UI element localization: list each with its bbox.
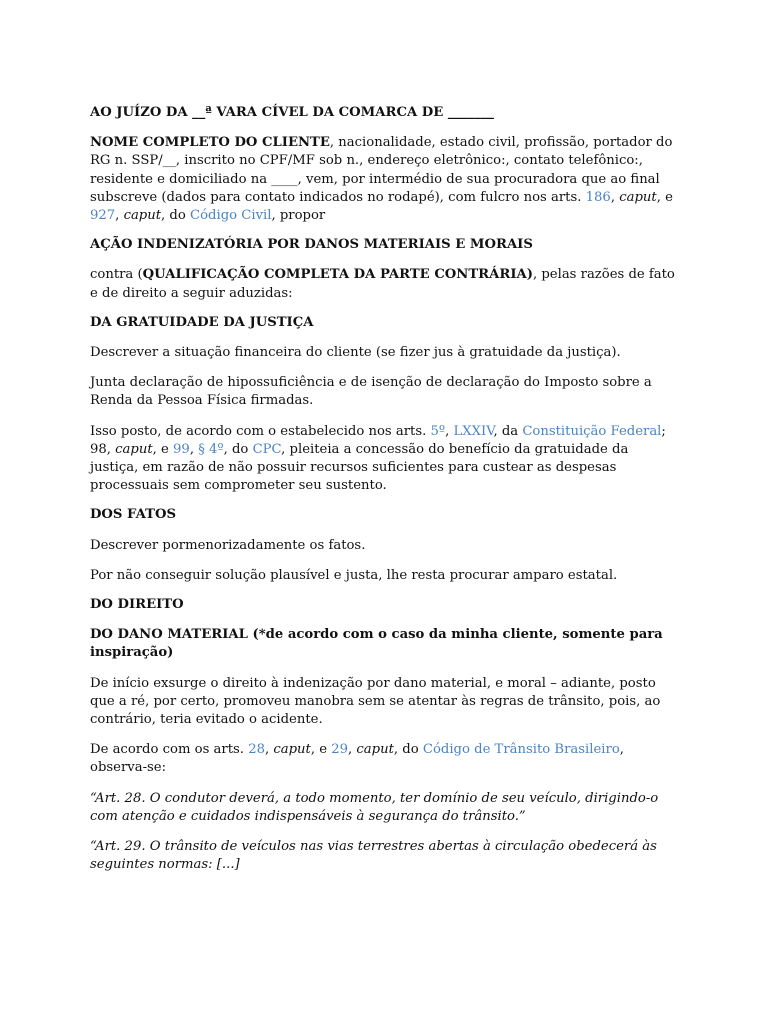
art-28-quote: “Art. 28. O condutor deverá, a todo momento, ter domínio de seu veículo, dirigindo-o com atenção e cuidados indispensáveis à segurança do trânsito.” [90,790,659,824]
link-codigo-transito-brasileiro[interactable]: Código de Trânsito Brasileiro [422,742,620,758]
legal-basis-end-text: , pleiteia a concessão do benefício da gratuidade da justiça, em razão de não possuir recursos suficientes para custear as despesas processuais sem comprometer seu sustento. [90,441,629,494]
against-prefix: contra ( [90,267,143,283]
text-sep: , [115,208,124,224]
text-sep: , e [656,189,673,205]
material-damage-heading: DO DANO MATERIAL (*de acordo com o caso da minha cliente, somente para inspiração) [90,627,663,661]
traffic-code-paragraph [90,741,680,777]
link-codigo-civil[interactable]: Código Civil [190,208,272,224]
link-lxxiv[interactable]: LXXIV [453,423,494,439]
text-sep: , e [310,742,332,758]
text-sep: , [189,441,199,457]
facts-heading: DOS FATOS [90,507,176,523]
text-sep: , do [161,208,191,224]
against-paragraph [90,266,680,302]
traffic-code-text: De acordo com os arts. [90,742,249,758]
text-sep: , [610,189,620,205]
state-protection-paragraph: Por não conseguir solução plausível e justa, lhe resta procurar amparo estatal. [90,567,618,583]
court-address-heading: AO JUÍZO DA __ª VARA CÍVEL DA COMARCA DE _______ [90,105,495,120]
text-sep: , do [223,441,253,457]
text-sep: ; 98, [90,423,666,457]
against-suffix: , pelas razões de fato e de direito a seguir aduzidas: [90,267,675,301]
link-art-29[interactable]: 29 [331,742,349,758]
document-body [90,104,680,875]
art-29-quote: “Art. 29. O trânsito de veículos nas vias terrestres abertas à circulação obedecerá às seguintes normas: [...] [90,839,657,873]
law-heading: DO DIREITO [90,597,184,613]
link-art-28[interactable]: 28 [248,742,265,758]
attached-declaration-paragraph: Junta declaração de hipossuficiência e de isenção de declaração do Imposto sobre a Renda da Pessoa Física firmadas. [90,375,652,409]
text-sep: , e [152,441,174,457]
text-sep: , [348,742,357,758]
action-heading: AÇÃO INDENIZATÓRIA POR DANOS MATERIAIS E MORAIS [90,237,533,253]
client-name: NOME COMPLETO DO CLIENTE [90,135,330,151]
traffic-code-end-text: , observa-se: [90,742,624,776]
link-cpc[interactable]: CPC [252,441,282,457]
free-justice-heading: DA GRATUIDADE DA JUSTIÇA [90,314,314,330]
text-sep: , [264,742,274,758]
text-sep: , do [393,742,423,758]
legal-basis-paragraph [90,423,680,496]
describe-facts: Descrever pormenorizadamente os fatos. [90,537,366,553]
link-paragraph-4[interactable]: § 4º [198,441,224,457]
client-qualification-paragraph [90,134,680,225]
link-art-5[interactable]: 5º [430,423,446,439]
link-art-99[interactable]: 99 [173,441,190,457]
caput-text: caput [273,742,311,758]
link-constituicao-federal[interactable]: Constituição Federal [522,423,662,439]
opposing-party-qualification: QUALIFICAÇÃO COMPLETA DA PARTE CONTRÁRIA) [142,267,533,283]
caput-text: caput [619,189,657,205]
link-art-186[interactable]: 186 [585,189,611,205]
describe-financial-situation: Descrever a situação financeira do cliente (se fizer jus à gratuidade da justiça). [90,345,621,361]
link-art-927[interactable]: 927 [90,208,116,224]
qualification-end-text: , propor [271,208,326,224]
text-sep: , [445,423,454,439]
caput-text: caput [115,441,153,457]
damage-right-paragraph: De início exsurge o direito à indenização por dano material, e moral – adiante, posto que a ré, por certo, promoveu manobra sem se atentar às regras de trânsito, pois, ao contrário, teria evitado o acidente. [90,675,661,728]
qualification-text: , nacionalidade, estado civil, profissão, portador do RG n. SSP/__, inscrito no CPF/MF sob n., endereço eletrônico:, contato telefônico:, residente e domiciliado na ____, vem, por intermédio de sua procuradora que ao final subscreve (dados para contato indicados no rodapé), com fulcro nos arts. [90,135,673,205]
legal-basis-text: Isso posto, de acordo com o estabelecido nos arts. [90,423,431,439]
caput-text: caput [356,742,394,758]
caput-text: caput [123,208,162,224]
text-sep: , da [493,423,523,439]
